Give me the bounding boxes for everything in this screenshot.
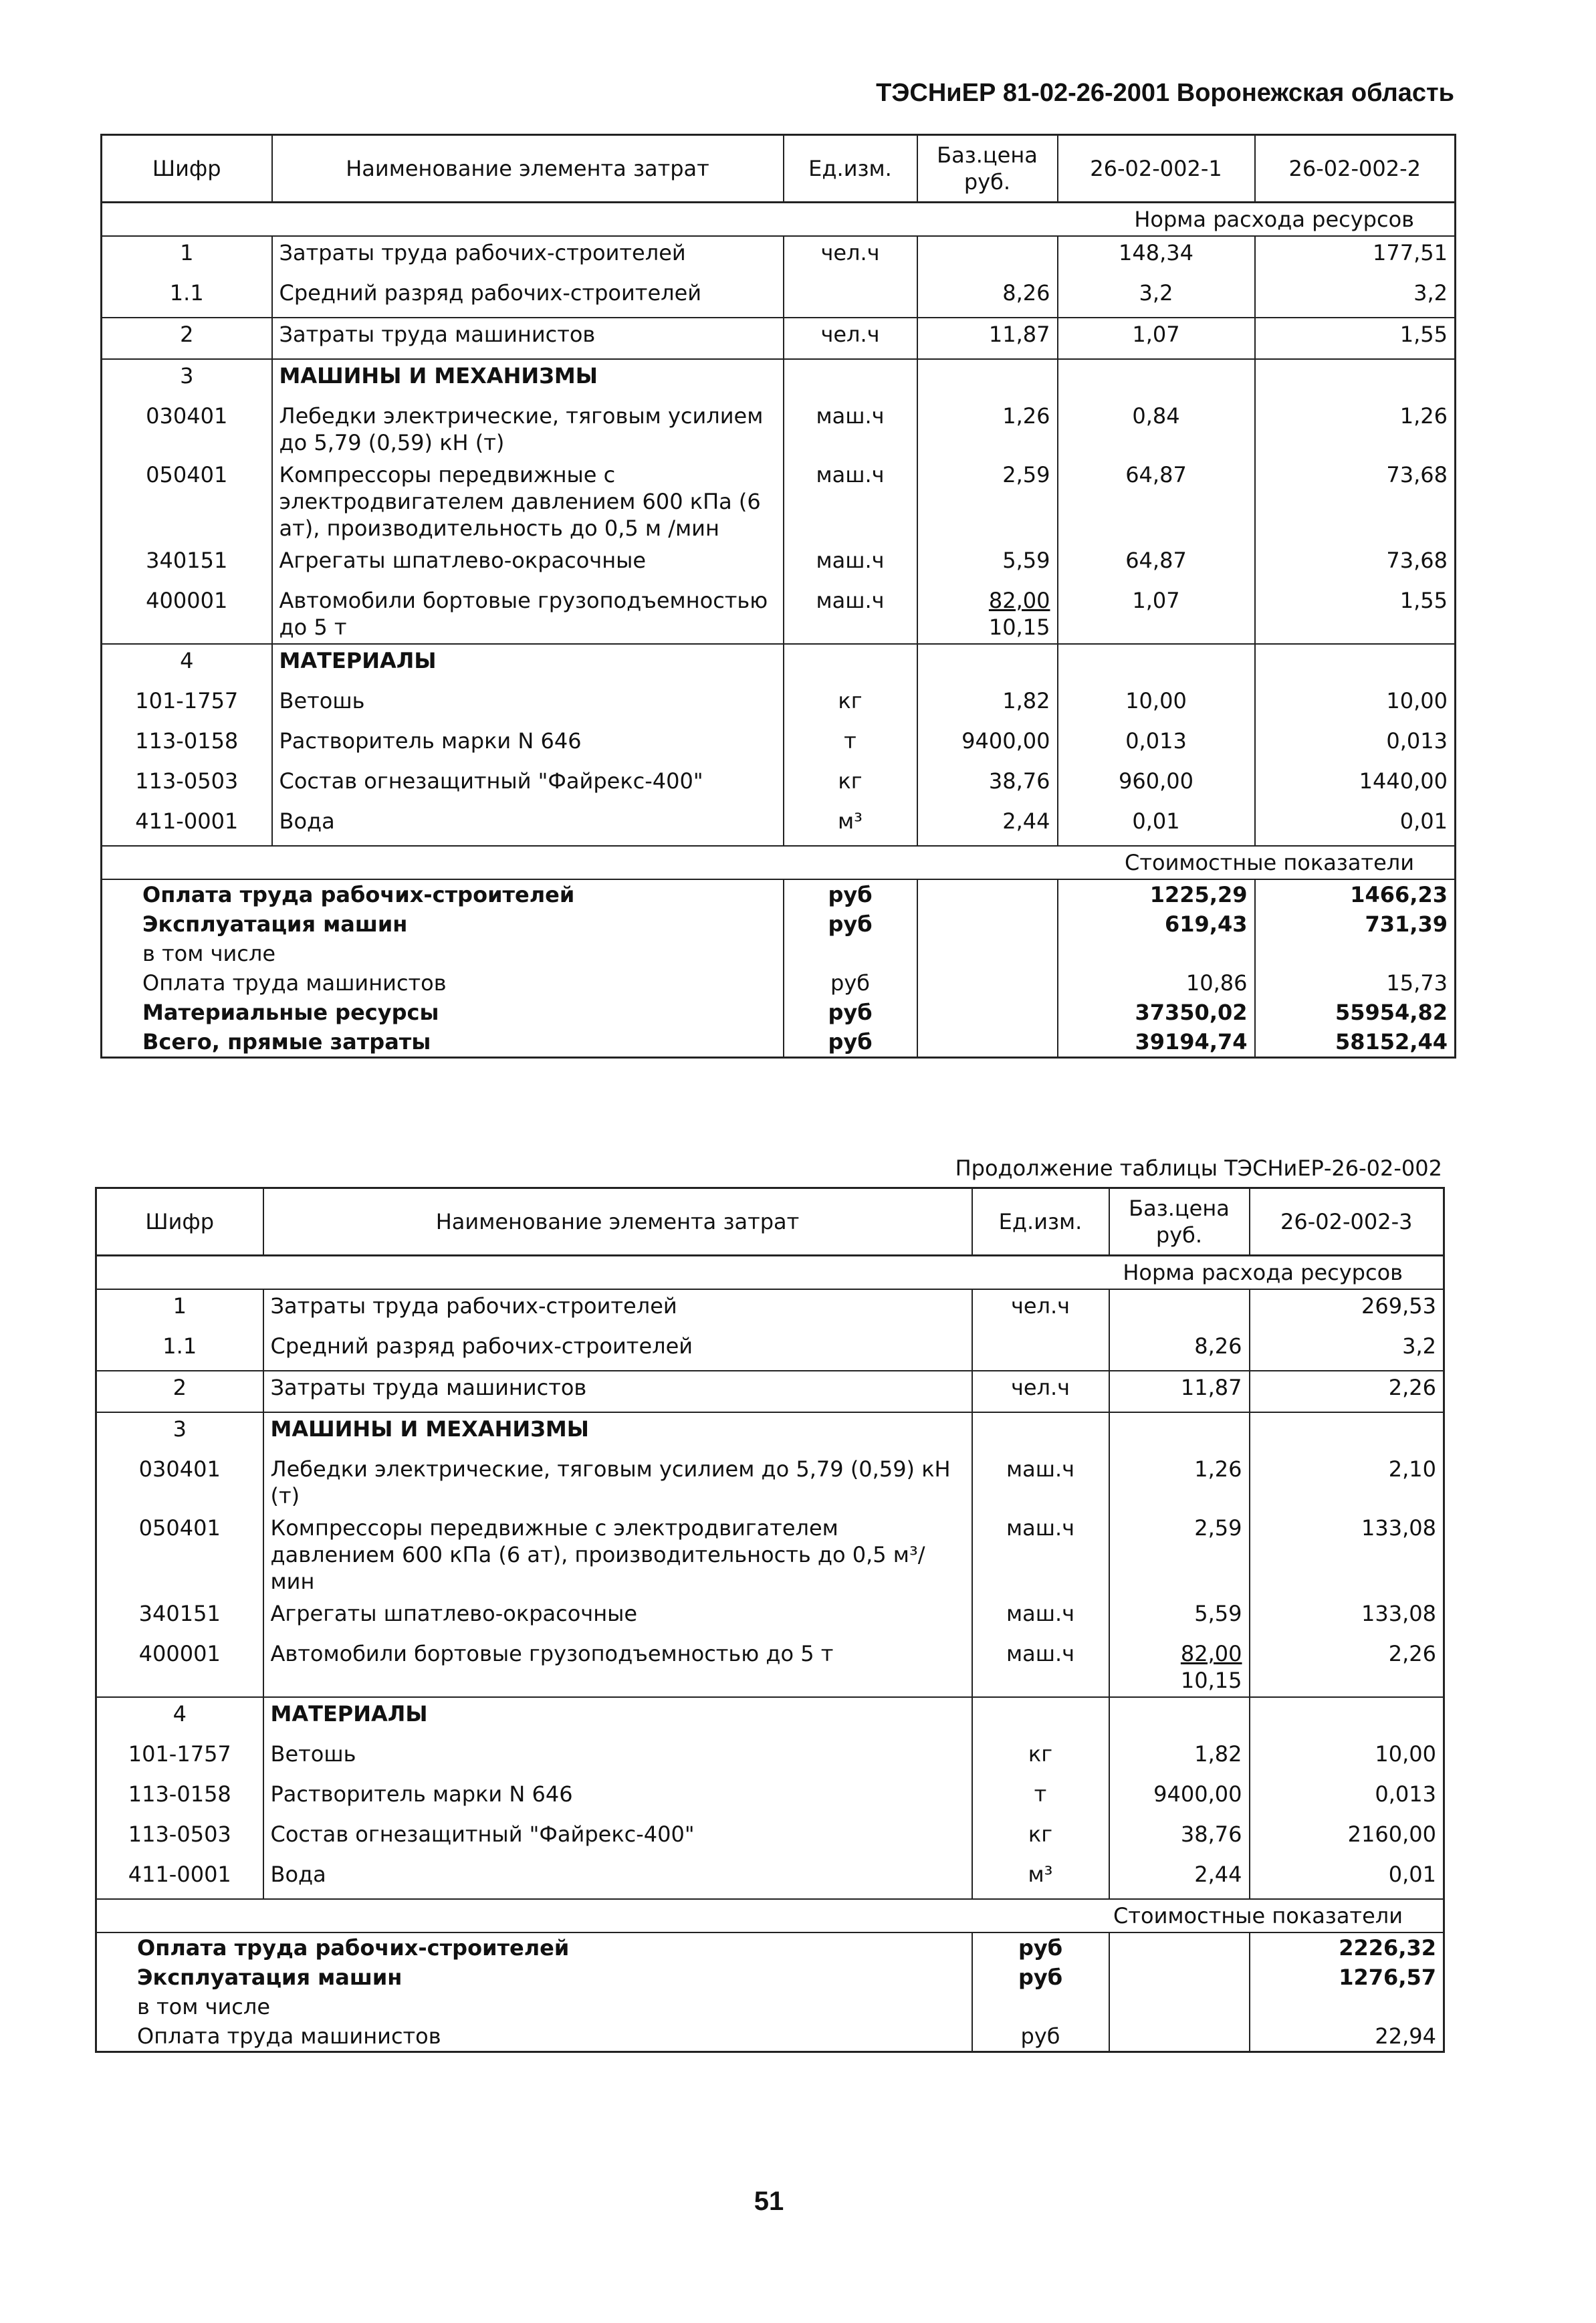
col-code: Шифр [96, 1188, 263, 1256]
total-value-1: 37350,02 [1058, 998, 1255, 1027]
row-unit: т [784, 725, 917, 765]
table-row [102, 318, 1456, 359]
total-value-1: 1276,57 [1250, 1963, 1444, 1992]
document-header: ТЭСНиЕР 81-02-26-2001 Воронежская область [876, 79, 1454, 107]
row-value-1: 2,26 [1250, 1371, 1444, 1412]
row-code: 400001 [102, 584, 272, 644]
row-value-1: 0,013 [1250, 1778, 1444, 1818]
row-value-1: 0,01 [1058, 805, 1255, 846]
row-name: Растворитель марки N 646 [272, 725, 784, 765]
row-price-secondary: 10,15 [1180, 1668, 1242, 1693]
total-name: Оплата труда машинистов [102, 968, 784, 998]
total-name: в том числе [96, 1992, 972, 2021]
total-value-1: 22,94 [1250, 2021, 1444, 2052]
col-code: Шифр [102, 135, 272, 203]
col-name: Наименование элемента затрат [263, 1188, 972, 1256]
col-name: Наименование элемента затрат [272, 135, 784, 203]
row-code: 411-0001 [102, 805, 272, 846]
row-price-secondary: 10,15 [988, 615, 1050, 640]
row-price [1109, 1412, 1250, 1453]
table-row [102, 359, 1456, 400]
row-price [917, 584, 1058, 644]
row-value-2: 0,01 [1255, 805, 1456, 846]
row-price-value: 2,59 [1002, 462, 1050, 487]
row-unit: маш.ч [784, 459, 917, 544]
table-row [96, 1453, 1444, 1512]
row-code: 400001 [96, 1638, 263, 1697]
total-unit: руб [784, 909, 917, 939]
table-row [102, 236, 1456, 277]
row-price-value: 1,26 [1194, 1456, 1242, 1482]
row-value-1: 133,08 [1250, 1597, 1444, 1638]
row-price [917, 318, 1058, 359]
row-code: 101-1757 [96, 1738, 263, 1778]
row-price [917, 359, 1058, 400]
row-code: 113-0503 [96, 1818, 263, 1858]
row-name: Растворитель марки N 646 [263, 1778, 972, 1818]
total-unit: руб [784, 1027, 917, 1058]
row-unit: чел.ч [972, 1289, 1109, 1330]
row-name: Затраты труда машинистов [272, 318, 784, 359]
section-norm-label: Норма расхода ресурсов [96, 1256, 1444, 1290]
row-value-2: 1440,00 [1255, 765, 1456, 805]
total-unit: руб [972, 1963, 1109, 1992]
row-price [1109, 1289, 1250, 1330]
row-unit: м³ [972, 1858, 1109, 1899]
row-price [917, 400, 1058, 459]
row-unit: маш.ч [972, 1512, 1109, 1597]
table-row [96, 1597, 1444, 1638]
row-value-1: 148,34 [1058, 236, 1255, 277]
total-unit: руб [784, 879, 917, 909]
row-price [1109, 1597, 1250, 1638]
row-price [917, 544, 1058, 584]
row-unit: кг [972, 1818, 1109, 1858]
row-name: Компрессоры передвижные с электродвигателем давлением 600 кПа (6 ат), производительность до 0,5 м³/мин [263, 1512, 972, 1597]
col-v2: 26-02-002-2 [1255, 135, 1456, 203]
total-name: Оплата труда рабочих-строителей [102, 879, 784, 909]
row-price-value: 8,26 [1002, 280, 1050, 306]
row-name: Состав огнезащитный "Файрекс-400" [272, 765, 784, 805]
row-price-value: 11,87 [1180, 1375, 1242, 1400]
section-norm-row [96, 1256, 1444, 1290]
table-row [96, 1858, 1444, 1899]
row-code: 050401 [102, 459, 272, 544]
resource-table-1 [100, 134, 1456, 1059]
col-unit: Ед.изм. [972, 1188, 1109, 1256]
row-name: МАШИНЫ И МЕХАНИЗМЫ [272, 359, 784, 400]
row-name: Вода [263, 1858, 972, 1899]
row-price-value: 5,59 [1194, 1601, 1242, 1626]
row-price [917, 236, 1058, 277]
row-price [1109, 1818, 1250, 1858]
row-code: 1 [96, 1289, 263, 1330]
col-unit: Ед.изм. [784, 135, 917, 203]
row-price-value: 5,59 [1002, 548, 1050, 573]
row-value-2: 73,68 [1255, 544, 1456, 584]
row-value-1 [1250, 1697, 1444, 1738]
row-name: Затраты труда машинистов [263, 1371, 972, 1412]
row-unit: чел.ч [784, 318, 917, 359]
table-row [102, 544, 1456, 584]
row-price [917, 459, 1058, 544]
row-unit [784, 277, 917, 318]
row-name: Средний разряд рабочих-строителей [272, 277, 784, 318]
row-value-2: 0,013 [1255, 725, 1456, 765]
col-price: Баз.цена руб. [917, 135, 1058, 203]
row-value-1: 0,84 [1058, 400, 1255, 459]
table-row [96, 1412, 1444, 1453]
row-price [1109, 1697, 1250, 1738]
row-code: 340151 [102, 544, 272, 584]
row-price [1109, 1858, 1250, 1899]
row-price [1109, 1778, 1250, 1818]
row-price-value: 11,87 [988, 322, 1050, 347]
section-norm-label: Норма расхода ресурсов [102, 203, 1456, 237]
total-row [102, 998, 1456, 1027]
table-row [96, 1289, 1444, 1330]
table2-body [96, 1256, 1444, 2052]
row-value-1: 269,53 [1250, 1289, 1444, 1330]
table-row [96, 1818, 1444, 1858]
total-unit: руб [972, 2021, 1109, 2052]
table-row [96, 1738, 1444, 1778]
row-price-value: 2,44 [1194, 1862, 1242, 1887]
table-row [96, 1512, 1444, 1597]
row-price [1109, 1738, 1250, 1778]
row-name: Состав огнезащитный "Файрекс-400" [263, 1818, 972, 1858]
total-price-empty [1109, 1932, 1250, 1963]
row-code: 113-0503 [102, 765, 272, 805]
row-unit: маш.ч [784, 544, 917, 584]
row-code: 1.1 [96, 1330, 263, 1371]
total-name: Всего, прямые затраты [102, 1027, 784, 1058]
row-code: 411-0001 [96, 1858, 263, 1899]
table-row [102, 644, 1456, 685]
row-price-value: 2,59 [1194, 1515, 1242, 1541]
row-unit [784, 359, 917, 400]
total-name: в том числе [102, 939, 784, 968]
row-value-2 [1255, 644, 1456, 685]
total-price-empty [917, 909, 1058, 939]
row-code: 2 [96, 1371, 263, 1412]
total-row [102, 939, 1456, 968]
row-price-value: 8,26 [1194, 1333, 1242, 1359]
row-name: Агрегаты шпатлево-окрасочные [272, 544, 784, 584]
total-value-1 [1058, 939, 1255, 968]
row-value-1: 0,013 [1058, 725, 1255, 765]
row-value-1: 3,2 [1250, 1330, 1444, 1371]
row-name: Автомобили бортовые грузоподъемностью до 5 т [272, 584, 784, 644]
total-price-empty [917, 968, 1058, 998]
total-row [96, 1963, 1444, 1992]
row-name: МАШИНЫ И МЕХАНИЗМЫ [263, 1412, 972, 1453]
row-unit: маш.ч [972, 1453, 1109, 1512]
row-name: Агрегаты шпатлево-окрасочные [263, 1597, 972, 1638]
section-cost-label: Стоимостные показатели [96, 1899, 1444, 1932]
row-price [1109, 1638, 1250, 1697]
table-row [102, 459, 1456, 544]
row-value-1: 64,87 [1058, 459, 1255, 544]
row-unit [972, 1412, 1109, 1453]
table2-header-row [96, 1188, 1444, 1256]
total-value-1: 619,43 [1058, 909, 1255, 939]
row-value-2: 1,55 [1255, 584, 1456, 644]
row-value-1: 2160,00 [1250, 1818, 1444, 1858]
row-name: Затраты труда рабочих-строителей [263, 1289, 972, 1330]
total-value-2: 15,73 [1255, 968, 1456, 998]
row-value-1: 2,26 [1250, 1638, 1444, 1697]
total-name: Оплата труда рабочих-строителей [96, 1932, 972, 1963]
row-unit: м³ [784, 805, 917, 846]
row-name: МАТЕРИАЛЫ [263, 1697, 972, 1738]
col-price: Баз.цена руб. [1109, 1188, 1250, 1256]
row-value-1: 1,07 [1058, 318, 1255, 359]
total-name: Материальные ресурсы [102, 998, 784, 1027]
row-name: Вода [272, 805, 784, 846]
section-norm-row [102, 203, 1456, 237]
total-row [102, 1027, 1456, 1058]
table1-body [102, 203, 1456, 1058]
table-row [102, 805, 1456, 846]
row-value-1: 133,08 [1250, 1512, 1444, 1597]
section-cost-row [96, 1899, 1444, 1932]
row-value-1: 2,10 [1250, 1453, 1444, 1512]
row-price [1109, 1512, 1250, 1597]
total-unit: руб [784, 968, 917, 998]
row-value-1: 1,07 [1058, 584, 1255, 644]
total-price-empty [917, 1027, 1058, 1058]
total-row [102, 879, 1456, 909]
row-code: 030401 [102, 400, 272, 459]
row-unit: маш.ч [784, 584, 917, 644]
total-row [102, 968, 1456, 998]
total-name: Эксплуатация машин [96, 1963, 972, 1992]
row-code: 030401 [96, 1453, 263, 1512]
row-name: Затраты труда рабочих-строителей [272, 236, 784, 277]
col-v1: 26-02-002-3 [1250, 1188, 1444, 1256]
row-value-1: 0,01 [1250, 1858, 1444, 1899]
total-value-1: 1225,29 [1058, 879, 1255, 909]
total-name: Оплата труда машинистов [96, 2021, 972, 2052]
row-price [917, 277, 1058, 318]
resource-table-2 [95, 1187, 1445, 2053]
total-value-1: 39194,74 [1058, 1027, 1255, 1058]
table-row [96, 1697, 1444, 1738]
row-price-value: 1,26 [1002, 403, 1050, 429]
total-value-1: 2226,32 [1250, 1932, 1444, 1963]
row-unit: чел.ч [972, 1371, 1109, 1412]
total-row [96, 1932, 1444, 1963]
row-unit: кг [972, 1738, 1109, 1778]
table-row [96, 1638, 1444, 1697]
total-value-2: 1466,23 [1255, 879, 1456, 909]
row-unit [972, 1330, 1109, 1371]
row-price-value: 2,44 [1002, 808, 1050, 834]
row-code: 1 [102, 236, 272, 277]
row-name: Автомобили бортовые грузоподъемностью до 5 т [263, 1638, 972, 1697]
total-value-2: 731,39 [1255, 909, 1456, 939]
total-price-empty [1109, 2021, 1250, 2052]
total-row [96, 1992, 1444, 2021]
total-value-1: 10,86 [1058, 968, 1255, 998]
row-unit: маш.ч [972, 1597, 1109, 1638]
row-value-1: 10,00 [1250, 1738, 1444, 1778]
row-name: Компрессоры передвижные с электродвигателем давлением 600 кПа (6 ат), производительность до 0,5 м /мин [272, 459, 784, 544]
row-code: 113-0158 [102, 725, 272, 765]
row-value-1: 3,2 [1058, 277, 1255, 318]
row-name: Лебедки электрические, тяговым усилием до 5,79 (0,59) кН (т) [263, 1453, 972, 1512]
table-row [102, 400, 1456, 459]
row-value-2: 177,51 [1255, 236, 1456, 277]
row-unit [972, 1697, 1109, 1738]
row-price [1109, 1371, 1250, 1412]
row-name: МАТЕРИАЛЫ [272, 644, 784, 685]
row-code: 4 [102, 644, 272, 685]
table-row [102, 584, 1456, 644]
row-unit: кг [784, 765, 917, 805]
row-price [1109, 1330, 1250, 1371]
row-value-1: 10,00 [1058, 685, 1255, 725]
total-price-empty [917, 998, 1058, 1027]
total-value-2: 58152,44 [1255, 1027, 1456, 1058]
total-value-2 [1255, 939, 1456, 968]
row-price [917, 644, 1058, 685]
row-value-2: 73,68 [1255, 459, 1456, 544]
row-value-1 [1250, 1412, 1444, 1453]
total-row [102, 909, 1456, 939]
col-v1: 26-02-002-1 [1058, 135, 1255, 203]
total-price-empty [917, 879, 1058, 909]
total-price-empty [1109, 1963, 1250, 1992]
table-row [96, 1778, 1444, 1818]
row-code: 4 [96, 1697, 263, 1738]
row-unit: маш.ч [784, 400, 917, 459]
row-price-value: 38,76 [988, 768, 1050, 794]
row-unit [784, 644, 917, 685]
row-price-value: 38,76 [1180, 1821, 1242, 1847]
row-value-1 [1058, 644, 1255, 685]
row-value-2: 1,26 [1255, 400, 1456, 459]
page-number: 51 [754, 2187, 784, 2216]
row-price [917, 765, 1058, 805]
row-unit: кг [784, 685, 917, 725]
table-row [96, 1330, 1444, 1371]
row-value-2: 10,00 [1255, 685, 1456, 725]
table-row [102, 277, 1456, 318]
row-price [917, 725, 1058, 765]
total-price-empty [917, 939, 1058, 968]
row-unit: т [972, 1778, 1109, 1818]
row-value-2 [1255, 359, 1456, 400]
row-code: 1.1 [102, 277, 272, 318]
table1-header-row [102, 135, 1456, 203]
continuation-label: Продолжение таблицы ТЭСНиЕР-26-02-002 [955, 1155, 1442, 1181]
total-unit: руб [784, 998, 917, 1027]
row-price-value: 9400,00 [1153, 1781, 1242, 1807]
row-code: 101-1757 [102, 685, 272, 725]
section-cost-row [102, 846, 1456, 879]
row-value-1: 960,00 [1058, 765, 1255, 805]
row-price [1109, 1453, 1250, 1512]
row-name: Средний разряд рабочих-строителей [263, 1330, 972, 1371]
row-price [917, 685, 1058, 725]
row-code: 113-0158 [96, 1778, 263, 1818]
row-code: 3 [96, 1412, 263, 1453]
total-unit [784, 939, 917, 968]
row-name: Ветошь [272, 685, 784, 725]
row-value-2: 1,55 [1255, 318, 1456, 359]
table-row [96, 1371, 1444, 1412]
row-name: Лебедки электрические, тяговым усилием до 5,79 (0,59) кН (т) [272, 400, 784, 459]
row-code: 050401 [96, 1512, 263, 1597]
row-price-value: 82,00 [988, 588, 1050, 613]
row-name: Ветошь [263, 1738, 972, 1778]
row-unit: чел.ч [784, 236, 917, 277]
total-unit [972, 1992, 1109, 2021]
table-row [102, 765, 1456, 805]
row-value-1: 64,87 [1058, 544, 1255, 584]
row-value-1 [1058, 359, 1255, 400]
total-value-1 [1250, 1992, 1444, 2021]
section-cost-label: Стоимостные показатели [102, 846, 1456, 879]
total-name: Эксплуатация машин [102, 909, 784, 939]
row-price-value: 1,82 [1194, 1741, 1242, 1767]
table-row [102, 725, 1456, 765]
row-price [917, 805, 1058, 846]
row-price-value: 9400,00 [961, 728, 1050, 754]
total-unit: руб [972, 1932, 1109, 1963]
row-value-2: 3,2 [1255, 277, 1456, 318]
row-price-value: 1,82 [1002, 688, 1050, 713]
row-price-value: 82,00 [1180, 1641, 1242, 1666]
table-row [102, 685, 1456, 725]
total-row [96, 2021, 1444, 2052]
total-value-2: 55954,82 [1255, 998, 1456, 1027]
row-code: 340151 [96, 1597, 263, 1638]
row-unit: маш.ч [972, 1638, 1109, 1697]
row-code: 3 [102, 359, 272, 400]
total-price-empty [1109, 1992, 1250, 2021]
row-code: 2 [102, 318, 272, 359]
